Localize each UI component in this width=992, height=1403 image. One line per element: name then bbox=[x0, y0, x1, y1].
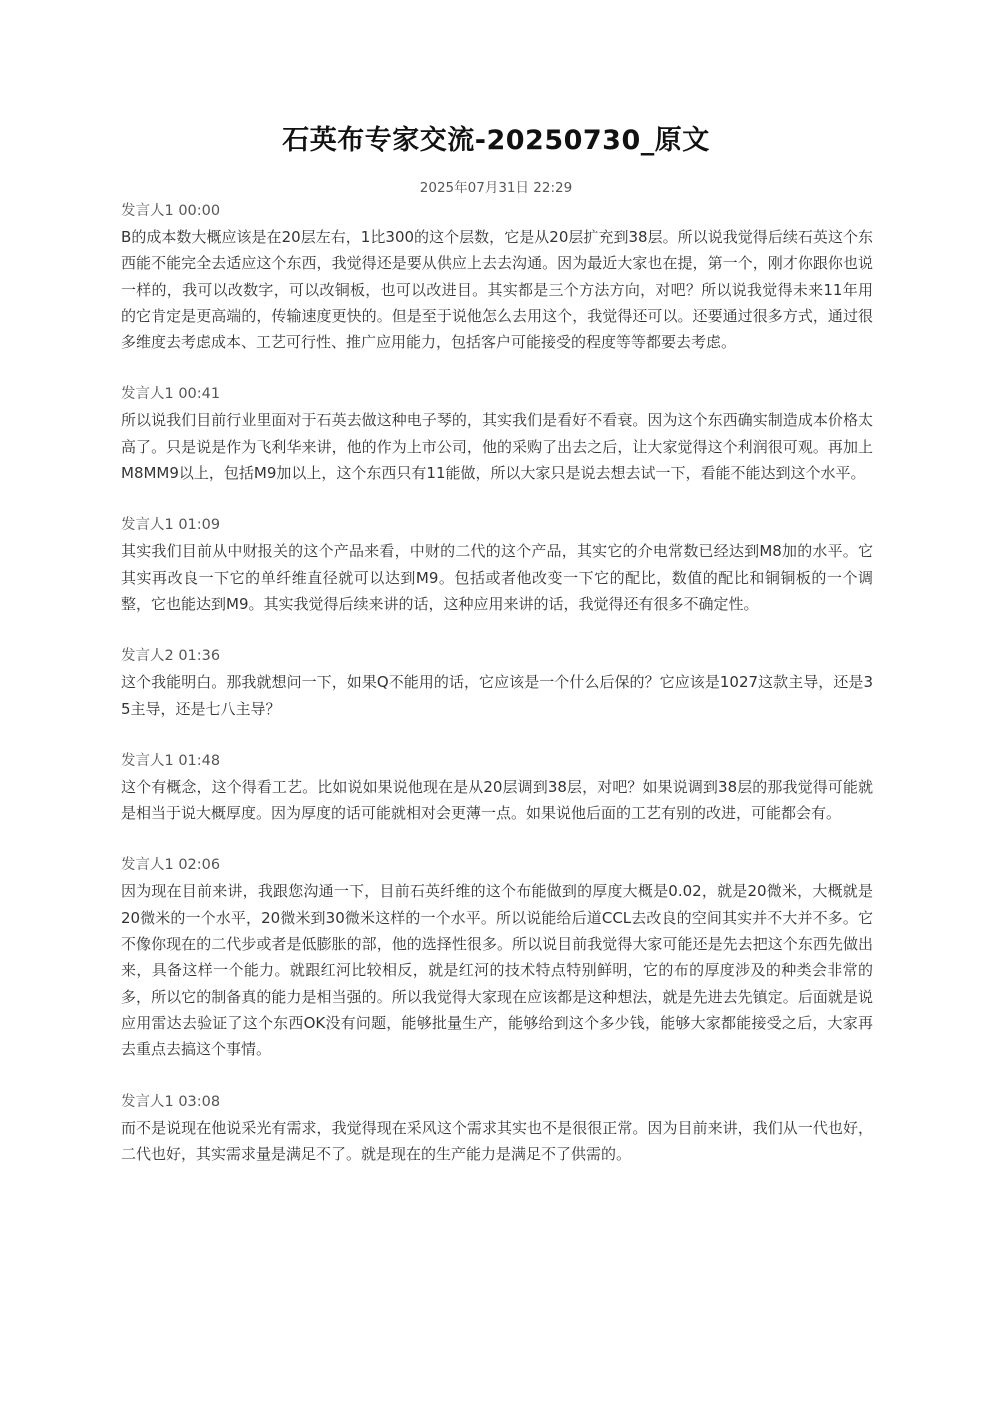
transcript-segment bbox=[121, 1089, 873, 1168]
segment-text: 而不是说现在他说采光有需求，我觉得现在采风这个需求其实也不是很很正常。因为目前来讲，我们从一代也好，二代也好，其实需求量是满足不了。就是现在的生产能力是满足不了供需的。 bbox=[121, 1118, 873, 1163]
segment-text: 这个有概念，这个得看工艺。比如说如果说他现在是从20层调到38层，对吧？如果说调到38层的那我觉得可能就是相当于说大概厚度。因为厚度的话可能就相对会更薄一点。如果说他后面的工艺有别的改进，可能都会有。 bbox=[121, 777, 873, 823]
segment-text: 因为现在目前来讲，我跟您沟通一下，目前石英纤维的这个布能做到的厚度大概是0.02，就是20微米，大概就是20微米的一个水平，20微米到30微米这样的一个水平。所以说能给后道CCL去改良的空间其实并不大并不多。它不像你现在的二代步或者是低膨胀的部，他的选择性很多。所以说目前我觉得大家可能还是先去把这个东西先做出来，具备这样一个能力。就跟红河比较相反，就是红河的技术特点特别鲜明，它的布的厚度涉及的种类会非常的多，所以它的制备真的能力是相当强的。所以我觉得大家现在应该都是这种想法，就是先进去先镇定。后面就是说应用雷达去验证了这个东西OK没有问题，能够批量生产，能够给到这个多少钱，能够大家都能接受之后，大家再去重点去搞这个事情。 bbox=[121, 882, 873, 1059]
speaker-timestamp: 发言人1 01:48 bbox=[121, 752, 221, 769]
document-title: 石英布专家交流-20250730_原文 bbox=[282, 125, 710, 156]
speaker-timestamp: 发言人1 00:41 bbox=[121, 386, 221, 403]
transcript-segment bbox=[121, 748, 873, 827]
speaker-timestamp: 发言人1 03:08 bbox=[121, 1093, 221, 1110]
transcript-segment bbox=[121, 198, 873, 355]
segment-text: B的成本数大概应该是在20层左右，1比300的这个层数，它是从20层扩充到38层。所以说我觉得后续石英这个东西能不能完全去适应这个东西，我觉得还是要从供应上去去沟通。因为最近大家也在提，第一个，刚才你跟你也说一样的，我可以改数字，可以改铜板，也可以改进目。其实都是三个方法方向，对吧？所以说我觉得未来11年用的它肯定是更高端的，传输速度更快的。但是至于说他怎么去用这个，我觉得还可以。还要通过很多方式，通过很多维度去考虑成本、工艺可行性、推广应用能力，包括客户可能接受的程度等等都要去考虑。 bbox=[121, 228, 873, 352]
segment-text: 其实我们目前从中财报关的这个产品来看，中财的二代的这个产品，其实它的介电常数已经达到M8加的水平。它其实再改良一下它的单纤维直径就可以达到M9。包括或者他改变一下它的配比，数值的配比和铜铜板的一个调整，它也能达到M9。其实我觉得后续来讲的话，这种应用来讲的话，我觉得还有很多不确定性。 bbox=[121, 542, 873, 613]
document-date: 2025年07月31日 22:29 bbox=[419, 180, 573, 196]
transcript-segment bbox=[121, 643, 873, 722]
transcript bbox=[121, 198, 873, 1193]
speaker-timestamp: 发言人2 01:36 bbox=[121, 648, 221, 665]
transcript-segment bbox=[121, 512, 873, 617]
transcript-segment bbox=[121, 852, 873, 1062]
segment-text: 所以说我们目前行业里面对于石英去做这种电子琴的，其实我们是看好不看衰。因为这个东西确实制造成本价格太高了。只是说是作为飞利华来讲，他的作为上市公司，他的采购了出去之后，让大家觉得这个利润很可观。再加上M8MM9以上，包括M9加以上，这个东西只有11能做，所以大家只是说去想去试一下，看能不能达到这个水平。 bbox=[121, 411, 873, 483]
speaker-timestamp: 发言人1 02:06 bbox=[121, 857, 221, 874]
segment-text: 这个我能明白。那我就想问一下，如果Q不能用的话，它应该是一个什么后保的？它应该是1027这款主导，还是35主导，还是七八主导？ bbox=[121, 673, 873, 718]
speaker-timestamp: 发言人1 01:09 bbox=[121, 517, 221, 534]
speaker-timestamp: 发言人1 00:00 bbox=[121, 203, 221, 219]
transcript-segment bbox=[121, 381, 873, 486]
